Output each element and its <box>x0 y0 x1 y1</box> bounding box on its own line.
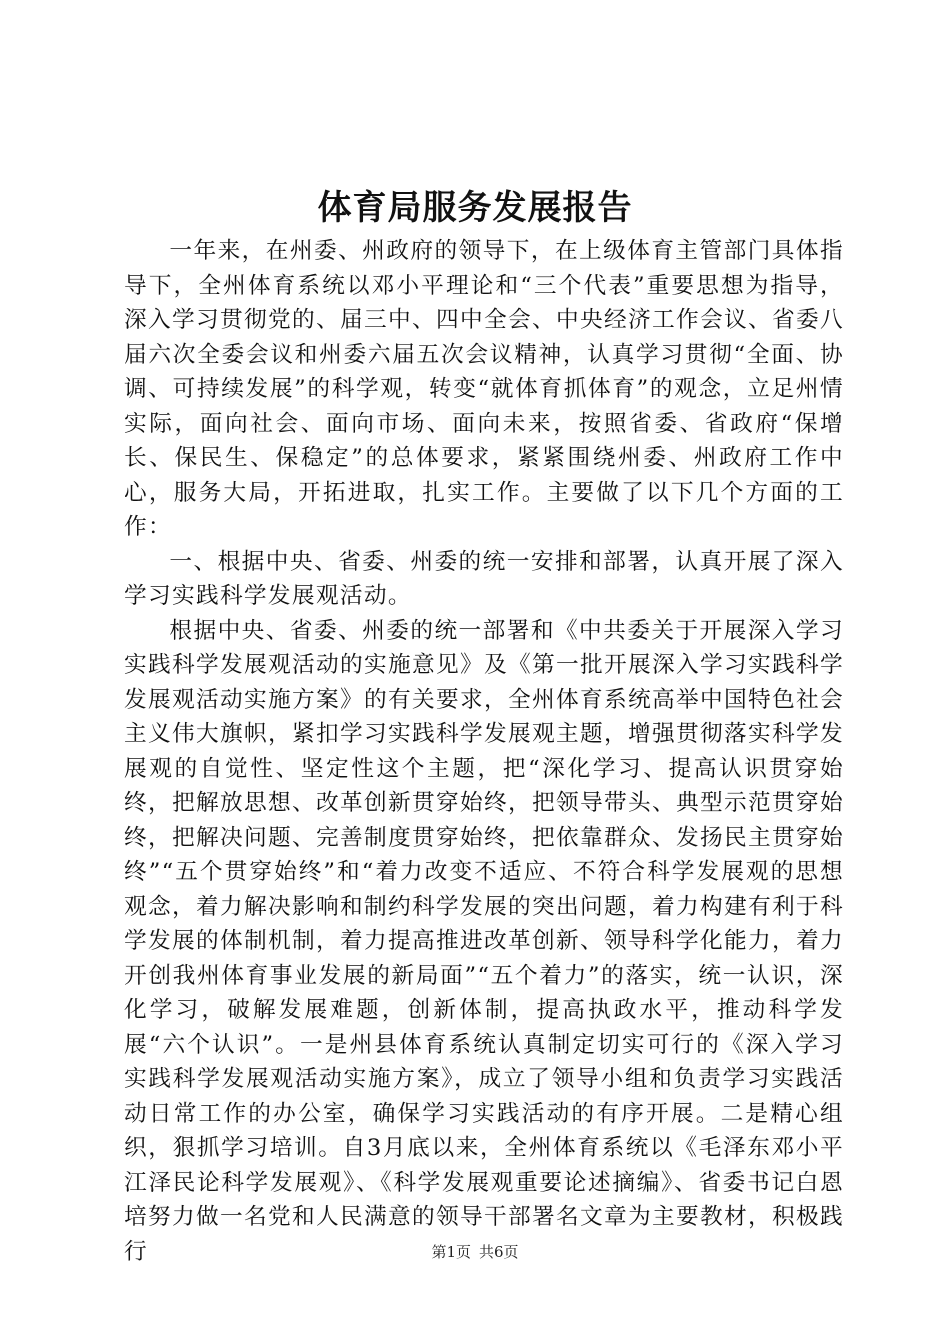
page-footer <box>0 1241 950 1263</box>
page-number-current: 第1页 <box>431 1243 471 1261</box>
paragraph: 根据中央、省委、州委的统一部署和《中共委关于开展深入学习实践科学发展观活动的实施意见》及《第一批开展深入学习实践科学发展观活动实施方案》的有关要求，全州体育系统高举中国特色社会主义伟大旗帜，紧扣学习实践科学发展观主题，增强贯彻落实科学发展观的自觉性、坚定性这个主题，把“深化学习、提高认识贯穿始终，把解放思想、改革创新贯穿始终，把领导带头、典型示范贯穿始终，把解决问题、完善制度贯穿始终，把依靠群众、发扬民主贯穿始终”“五个贯穿始终”和“着力改变不适应、不符合科学发展观的思想观念，着力解决影响和制约科学发展的突出问题，着力构建有利于科学发展的体制机制，着力提高推进改革创新、领导科学化能力，着力开创我州体育事业发展的新局面”“五个着力”的落实，统一认识，深化学习，破解发展难题，创新体制，提高执政水平，推动科学发展“六个认识”。一是州县体育系统认真制定切实可行的《深入学习实践科学发展观活动实施方案》，成立了领导小组和负责学习实践活动日常工作的办公室，确保学习实践活动的有序开展。二是精心组织，狠抓学习培训。自3月底以来，全州体育系统以《毛泽东邓小平江泽民论科学发展观》、《科学发展观重要论述摘编》、省委书记白恩培努力做一名党和人民满意的领导干部署名文章为主要教材，积极践行 <box>124 617 844 1265</box>
document-body <box>124 234 844 1269</box>
page-number-total: 共6页 <box>479 1243 519 1261</box>
document-title: 体育局服务发展报告 <box>317 188 633 228</box>
paragraph: 一、根据中央、省委、州委的统一安排和部署，认真开展了深入学习实践科学发展观活动。 <box>124 548 844 609</box>
paragraph: 一年来，在州委、州政府的领导下，在上级体育主管部门具体指导下，全州体育系统以邓小平理论和“三个代表”重要思想为指导，深入学习贯彻党的、届三中、四中全会、中央经济工作会议、省委八届六次全委会议和州委六届五次会议精神，认真学习贯彻“全面、协调、可持续发展”的科学观，转变“就体育抓体育”的观念，立足州情实际，面向社会、面向市场、面向未来，按照省委、省政府“保增长、保民生、保稳定”的总体要求，紧紧围绕州委、州政府工作中心，服务大局，开拓进取，扎实工作。主要做了以下几个方面的工作： <box>124 238 844 540</box>
